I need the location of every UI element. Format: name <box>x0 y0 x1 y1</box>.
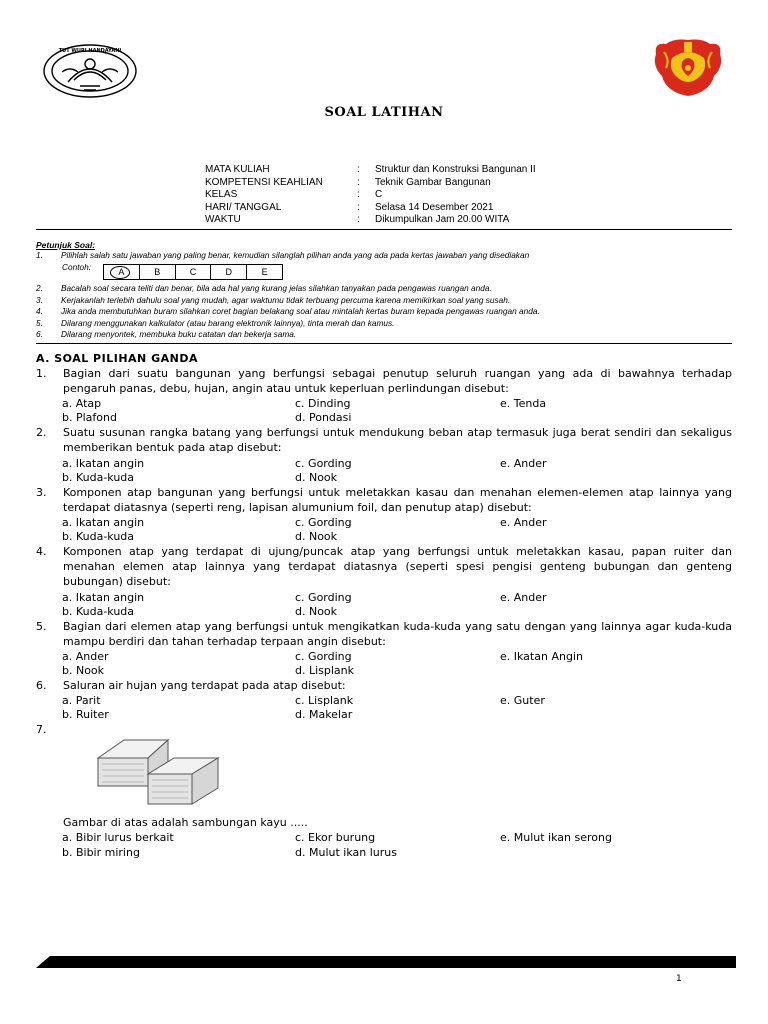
instructions-title: Petunjuk Soal: <box>36 240 96 250</box>
info-colon: : <box>357 189 360 200</box>
answer-option: e. Ander <box>500 591 547 604</box>
answer-option: a. Bibir lurus berkait <box>62 831 174 844</box>
answer-option: a. Ikatan angin <box>62 516 145 529</box>
rule-text: Jika anda membutuhkan buram silahkan coret bagian belakang soal atau mintalah kertas buram kepada pengawas ruangan anda. <box>61 306 540 316</box>
answer-option: d. Nook <box>295 605 338 618</box>
answer-option: e. Tenda <box>500 397 547 410</box>
section-title: A. SOAL PILIHAN GANDA <box>36 352 198 365</box>
rule-number: 5. <box>36 317 43 328</box>
question-text: mampu berdiri dan tahan terhadap terpaan angin disebut: <box>63 635 386 648</box>
divider <box>36 229 732 230</box>
answer-option: c. Lisplank <box>295 694 354 707</box>
answer-option: a. Atap <box>62 397 102 410</box>
question-text: Suatu susunan rangka batang yang berfungsi untuk mendukung beban atap termasuk juga berat sendiri dan sekaligus <box>63 426 732 439</box>
question-number: 4. <box>36 545 47 558</box>
question-number: 5. <box>36 620 47 633</box>
info-row-mata-kuliah <box>205 164 665 177</box>
example-label: Contoh: <box>62 262 92 272</box>
wood-joint-illustration <box>88 730 228 810</box>
answer-option: b. Kuda-kuda <box>62 605 135 618</box>
answer-option: b. Bibir miring <box>62 846 140 859</box>
answer-option: e. Ikatan Angin <box>500 650 583 663</box>
question <box>36 366 732 396</box>
answer-option: e. Ander <box>500 516 547 529</box>
question <box>36 815 732 830</box>
question-text: Bagian dari suatu bangunan yang berfungsi sebagai penutup seluruh ruangan yang ada di bawahnya terhadap <box>63 367 732 380</box>
question-number: 1. <box>36 367 47 380</box>
answer-option: a. Ikatan angin <box>62 591 145 604</box>
info-label: HARI/ TANGGAL <box>205 201 282 213</box>
info-value: C <box>375 189 383 200</box>
answer-option: d. Nook <box>295 530 338 543</box>
answer-option: b. Kuda-kuda <box>62 530 135 543</box>
answer-option: b. Plafond <box>62 411 117 424</box>
rule-number: 1. <box>36 250 43 260</box>
info-value: Teknik Gambar Bangunan <box>375 176 491 188</box>
answer-option: c. Dinding <box>295 397 351 410</box>
page-number: 1 <box>676 974 682 984</box>
page-title: SOAL LATIHAN <box>324 105 444 120</box>
question-text: memberikan bentuk pada atap disebut: <box>63 441 282 454</box>
rule-text: Kerjakanlah terlebih dahulu soal yang mudah, agar waktumu tidak terbuang percuma karena memikirkan soal yang susah. <box>61 294 511 305</box>
info-colon: : <box>357 164 360 175</box>
rule-number: 4. <box>36 306 43 316</box>
answer-option: c. Gording <box>295 457 352 470</box>
answer-option: a. Parit <box>62 694 101 707</box>
footer-bar <box>36 956 736 968</box>
answer-option: c. Gording <box>295 591 352 604</box>
tut-wuri-handayani-logo <box>40 42 140 100</box>
logo-text: TUT WURI HANDAYANI <box>58 48 122 54</box>
answer-option: a. Ander <box>62 650 109 663</box>
info-row-kompetensi <box>205 177 665 190</box>
rule-number: 2. <box>36 283 43 293</box>
question-text: terdapat diatasnya (seperti reng, lapisan alumunium foil, dan penutup atap) disebut: <box>63 501 532 514</box>
answer-option: e. Mulut ikan serong <box>500 831 612 844</box>
question-number: 7. <box>36 723 47 736</box>
example-option: E <box>261 267 268 277</box>
answer-option: a. Ikatan angin <box>62 457 145 470</box>
example-option-marked: A <box>104 265 140 279</box>
question-text: pengaruh panas, debu, hujan, angin atau untuk keperluan perlindungan disebut: <box>63 382 509 395</box>
question-number: 2. <box>36 426 47 439</box>
info-value: Dikumpulkan Jam 20.00 WITA <box>375 214 510 225</box>
question <box>36 678 732 693</box>
question-text: Komponen atap bangunan yang berfungsi untuk meletakkan kasau dan menahan elemen-elemen atap lainnya yang <box>63 486 732 499</box>
rule-text: Pilihlah salah satu jawaban yang paling benar, kemudian silanglah pilihan anda yang ada pada kertas jawaban yang disediakan <box>61 250 530 260</box>
example-option: C <box>176 265 212 279</box>
rule-number: 6. <box>36 329 43 339</box>
info-colon: : <box>357 214 360 225</box>
info-row-waktu <box>205 214 665 227</box>
question <box>36 544 732 589</box>
example-answer-box <box>103 264 283 280</box>
answer-option: c. Gording <box>295 650 352 663</box>
answer-option: d. Lisplank <box>295 664 355 677</box>
answer-option: d. Makelar <box>295 708 353 721</box>
info-label: KELAS <box>205 189 238 200</box>
info-value: Selasa 14 Desember 2021 <box>375 201 494 213</box>
rule-text: Bacalah soal secara teliti dan benar, bila ada hal yang kurang jelas silahkan tanyakan pada pengawas ruangan anda. <box>61 283 492 293</box>
question-number: 3. <box>36 486 47 499</box>
question <box>36 425 732 455</box>
example-option: D <box>211 265 247 279</box>
example-option: B <box>140 265 176 279</box>
question-number: 6. <box>36 679 47 692</box>
answer-option: d. Nook <box>295 471 338 484</box>
info-label: MATA KULIAH <box>205 164 270 175</box>
rule-number: 3. <box>36 294 43 305</box>
answer-option: b. Ruiter <box>62 708 109 721</box>
answer-option: d. Mulut ikan lurus <box>295 846 397 859</box>
question-text: bubungan) disebut: <box>63 575 171 588</box>
info-label: WAKTU <box>205 214 241 225</box>
info-colon: : <box>357 201 360 213</box>
answer-option: c. Ekor burung <box>295 831 376 844</box>
info-row-kelas <box>205 189 665 202</box>
answer-option: d. Pondasi <box>295 411 352 424</box>
info-colon: : <box>357 176 360 188</box>
question-text: Bagian dari elemen atap yang berfungsi untuk mengikatkan kuda-kuda yang satu dengan yang lainnya agar kuda-kuda <box>63 620 732 633</box>
info-row-hari-tanggal <box>205 202 665 215</box>
divider <box>36 343 732 344</box>
rule-text: Dilarang menggunakan kalkulator (atau barang elektronik lainnya), tinta merah dan kamus. <box>61 317 395 328</box>
question-text: Gambar di atas adalah sambungan kayu ..... <box>63 816 308 829</box>
question <box>36 619 732 649</box>
university-logo <box>652 36 724 98</box>
answer-option: e. Guter <box>500 694 545 707</box>
answer-option: b. Nook <box>62 664 105 677</box>
answer-option: b. Kuda-kuda <box>62 471 135 484</box>
question-text: Komponen atap yang terdapat di ujung/puncak atap yang berfungsi untuk meletakkan kasau, papan ruiter dan <box>63 545 732 558</box>
question <box>36 485 732 515</box>
question-text: Saluran air hujan yang terdapat pada atap disebut: <box>63 679 346 692</box>
question-text: menahan elemen atap lainnya yang terdapat diatasnya (seperti spesi pengisi genteng bubungan dan genteng <box>63 560 732 573</box>
answer-option: c. Gording <box>295 516 352 529</box>
info-value: Struktur dan Konstruksi Bangunan II <box>375 164 536 175</box>
answer-option: e. Ander <box>500 457 547 470</box>
rule-text: Dilarang menyontek, membuka buku catatan dan bekerja sama. <box>61 329 297 339</box>
info-label: KOMPETENSI KEAHLIAN <box>205 176 323 188</box>
